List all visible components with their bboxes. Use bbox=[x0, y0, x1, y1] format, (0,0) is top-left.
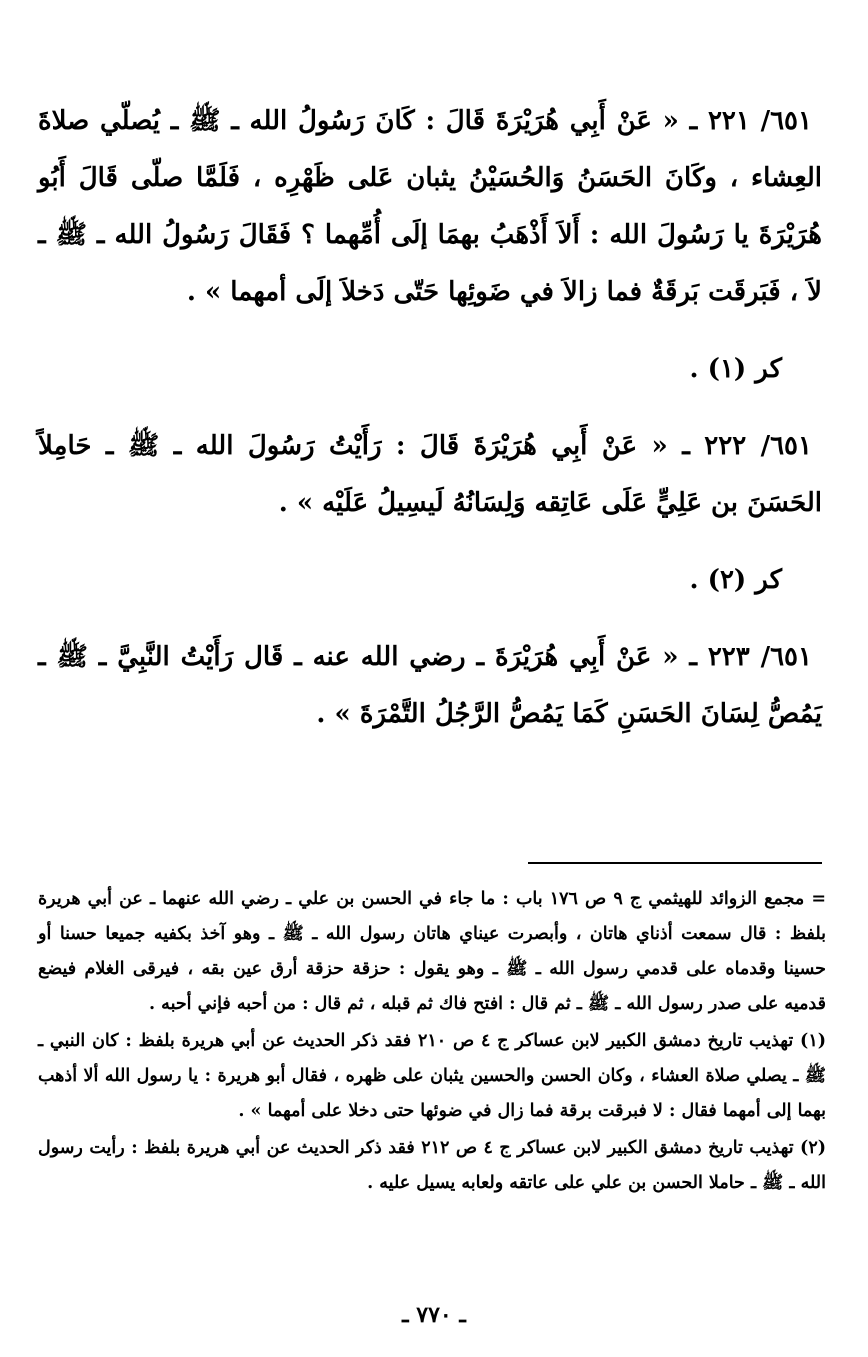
footnote-1: (١) تهذيب تاريخ دمشق الكبير لابن عساكر ج ٤ ص ٢١٠ فقد ذكر الحديث عن أبي هريرة بلفظ : كان النبي ـ ﷺ ـ يصلي صلاة العشاء ، وكان الحسن والحسين يثبان على ظهره ، فقال أبو هريرة : يا رسول الله ألا أذهب بهما إلى أمهما فقال : لا فبرقت برقة فما زال في ضوئها حتى دخلا على أمهما » . bbox=[38, 1031, 827, 1121]
footnotes bbox=[38, 882, 826, 1201]
page-number: ـ ٧٧٠ ـ bbox=[402, 1302, 466, 1328]
hadith-222-source: كر (٢) . bbox=[689, 565, 782, 595]
hadith-221: ٦٥١/ ٢٢١ ـ « عَنْ أَبِي هُرَيْرَةَ قَالَ : كَانَ رَسُولُ الله ـ ﷺ ـ يُصلّي صلاةَ العِشاء ، وكَانَ الحَسَنُ وَالحُسَيْنُ يثبان عَلى ظَهْرِه ، فَلَمَّا صلّى قَالَ أَبُو هُرَيْرَةَ يا رَسُولَ الله : أَلاَ أَذْهَبُ بهمَا إلَى أُمِّهما ؟ فَقَالَ رَسُولُ الله ـ ﷺ ـ لاَ ، فَبَرقَت بَرقَةٌ فما زالاَ في ضَوئِها حَتّى دَخلاَ إلَى أمهما » . bbox=[38, 106, 822, 307]
hadith-222: ٦٥١/ ٢٢٢ ـ « عَنْ أَبِي هُرَيْرَةَ قَالَ : رَأَيْتُ رَسُولَ الله ـ ﷺ ـ حَامِلاً الحَسَنَ بن عَلِيٍّ عَلَى عَاتِقه وَلِسَانُهُ لَيسِيلُ عَلَيْه » . bbox=[38, 431, 822, 518]
hadith-223: ٦٥١/ ٢٢٣ ـ « عَنْ أَبِي هُرَيْرَةَ ـ رضي الله عنه ـ قَال رَأَيْتُ النَّبِيَّ ـ ﷺ ـ يَمُصُّ لِسَانَ الحَسَنِ كَمَا يَمُصُّ الرَّجُلُ التَّمْرَةَ » . bbox=[38, 642, 822, 729]
footnote-2: (٢) تهذيب تاريخ دمشق الكبير لابن عساكر ج ٤ ص ٢١٢ فقد ذكر الحديث عن أبي هريرة بلفظ : رأيت رسول الله ـ ﷺ ـ حاملا الحسن بن علي على عاتقه ولعابه يسيل عليه . bbox=[38, 1138, 827, 1193]
footnote-separator-line bbox=[528, 862, 822, 864]
main-text-body bbox=[38, 93, 822, 743]
footnote-continuation: = مجمع الزوائد للهيثمي ج ٩ ص ١٧٦ باب : ما جاء في الحسن بن علي ـ رضي الله عنهما ـ عن أبي هريرة بلفظ : قال سمعت أذناي هاتان ، وأبصرت عيناي هاتان رسول الله ـ ﷺ ـ وهو آخذ بكفيه جميعا حسنا أو حسينا وقدماه على قدمي رسول الله ـ ﷺ ـ وهو يقول : حزقة حزقة أرق عين بقه ، فيرقى الغلام فيضع قدميه على صدر رسول الله ـ ﷺ ـ ثم قال : افتح فاك ثم قبله ، ثم قال : من أحبه فإني أحبه . bbox=[38, 889, 827, 1014]
hadith-221-source: كر (١) . bbox=[689, 354, 782, 384]
